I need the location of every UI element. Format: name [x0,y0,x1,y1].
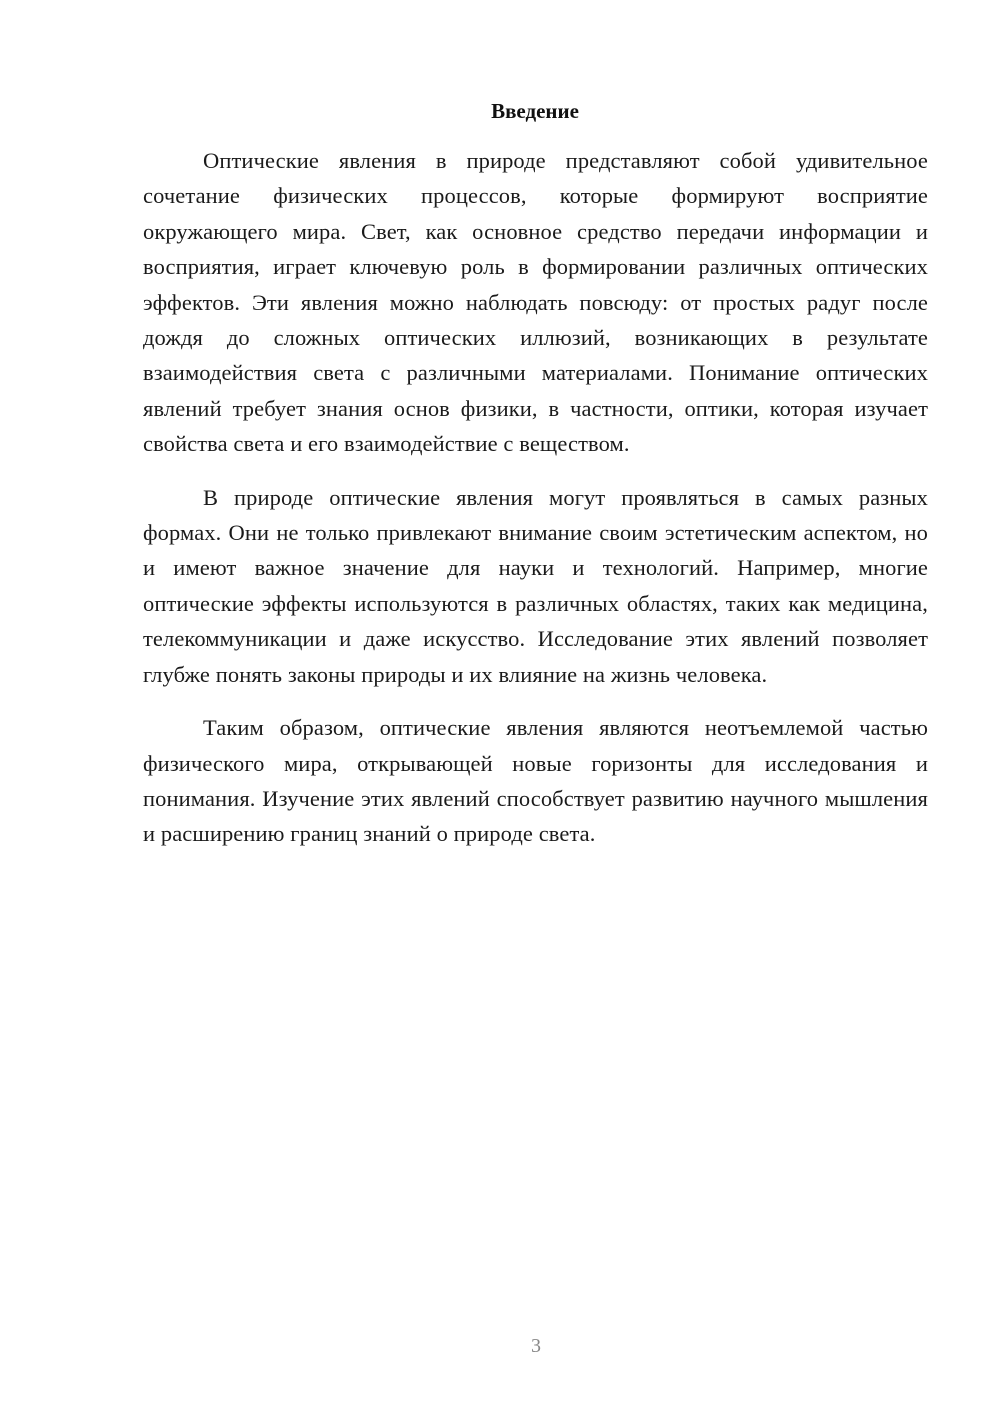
document-body [143,143,928,870]
paragraph-3: Таким образом, оптические явления являются неотъемлемой частью физического мира, открывающей новые горизонты для исследования и понимания. Изучение этих явлений способствует развитию научного мышления и расширению границ знаний о природе света. [143,715,928,847]
paragraph-2: В природе оптические явления могут проявляться в самых разных формах. Они не только привлекают внимание своим эстетическим аспектом, но и имеют важное значение для науки и технологий. Например, многие оптические эффекты используются в различных областях, таких как медицина, телекоммуникации и даже искусство. Исследование этих явлений позволяет глубже понять законы природы и их влияние на жизнь человека. [143,484,928,687]
section-title: Введение [491,99,579,123]
paragraph-1: Оптические явления в природе представляют собой удивительное сочетание физических процессов, которые формируют восприятие окружающего мира. Свет, как основное средство передачи информации и восприятия, играет ключевую роль в формировании различных оптических эффектов. Эти явления можно наблюдать повсюду: от простых радуг после дождя до сложных оптических иллюзий, возникающих в результате взаимодействия света с различными материалами. Понимание оптических явлений требует знания основ физики, в частности, оптики, которая изучает свойства света и его взаимодействие с веществом. [143,148,928,457]
page-number: 3 [531,1335,541,1357]
